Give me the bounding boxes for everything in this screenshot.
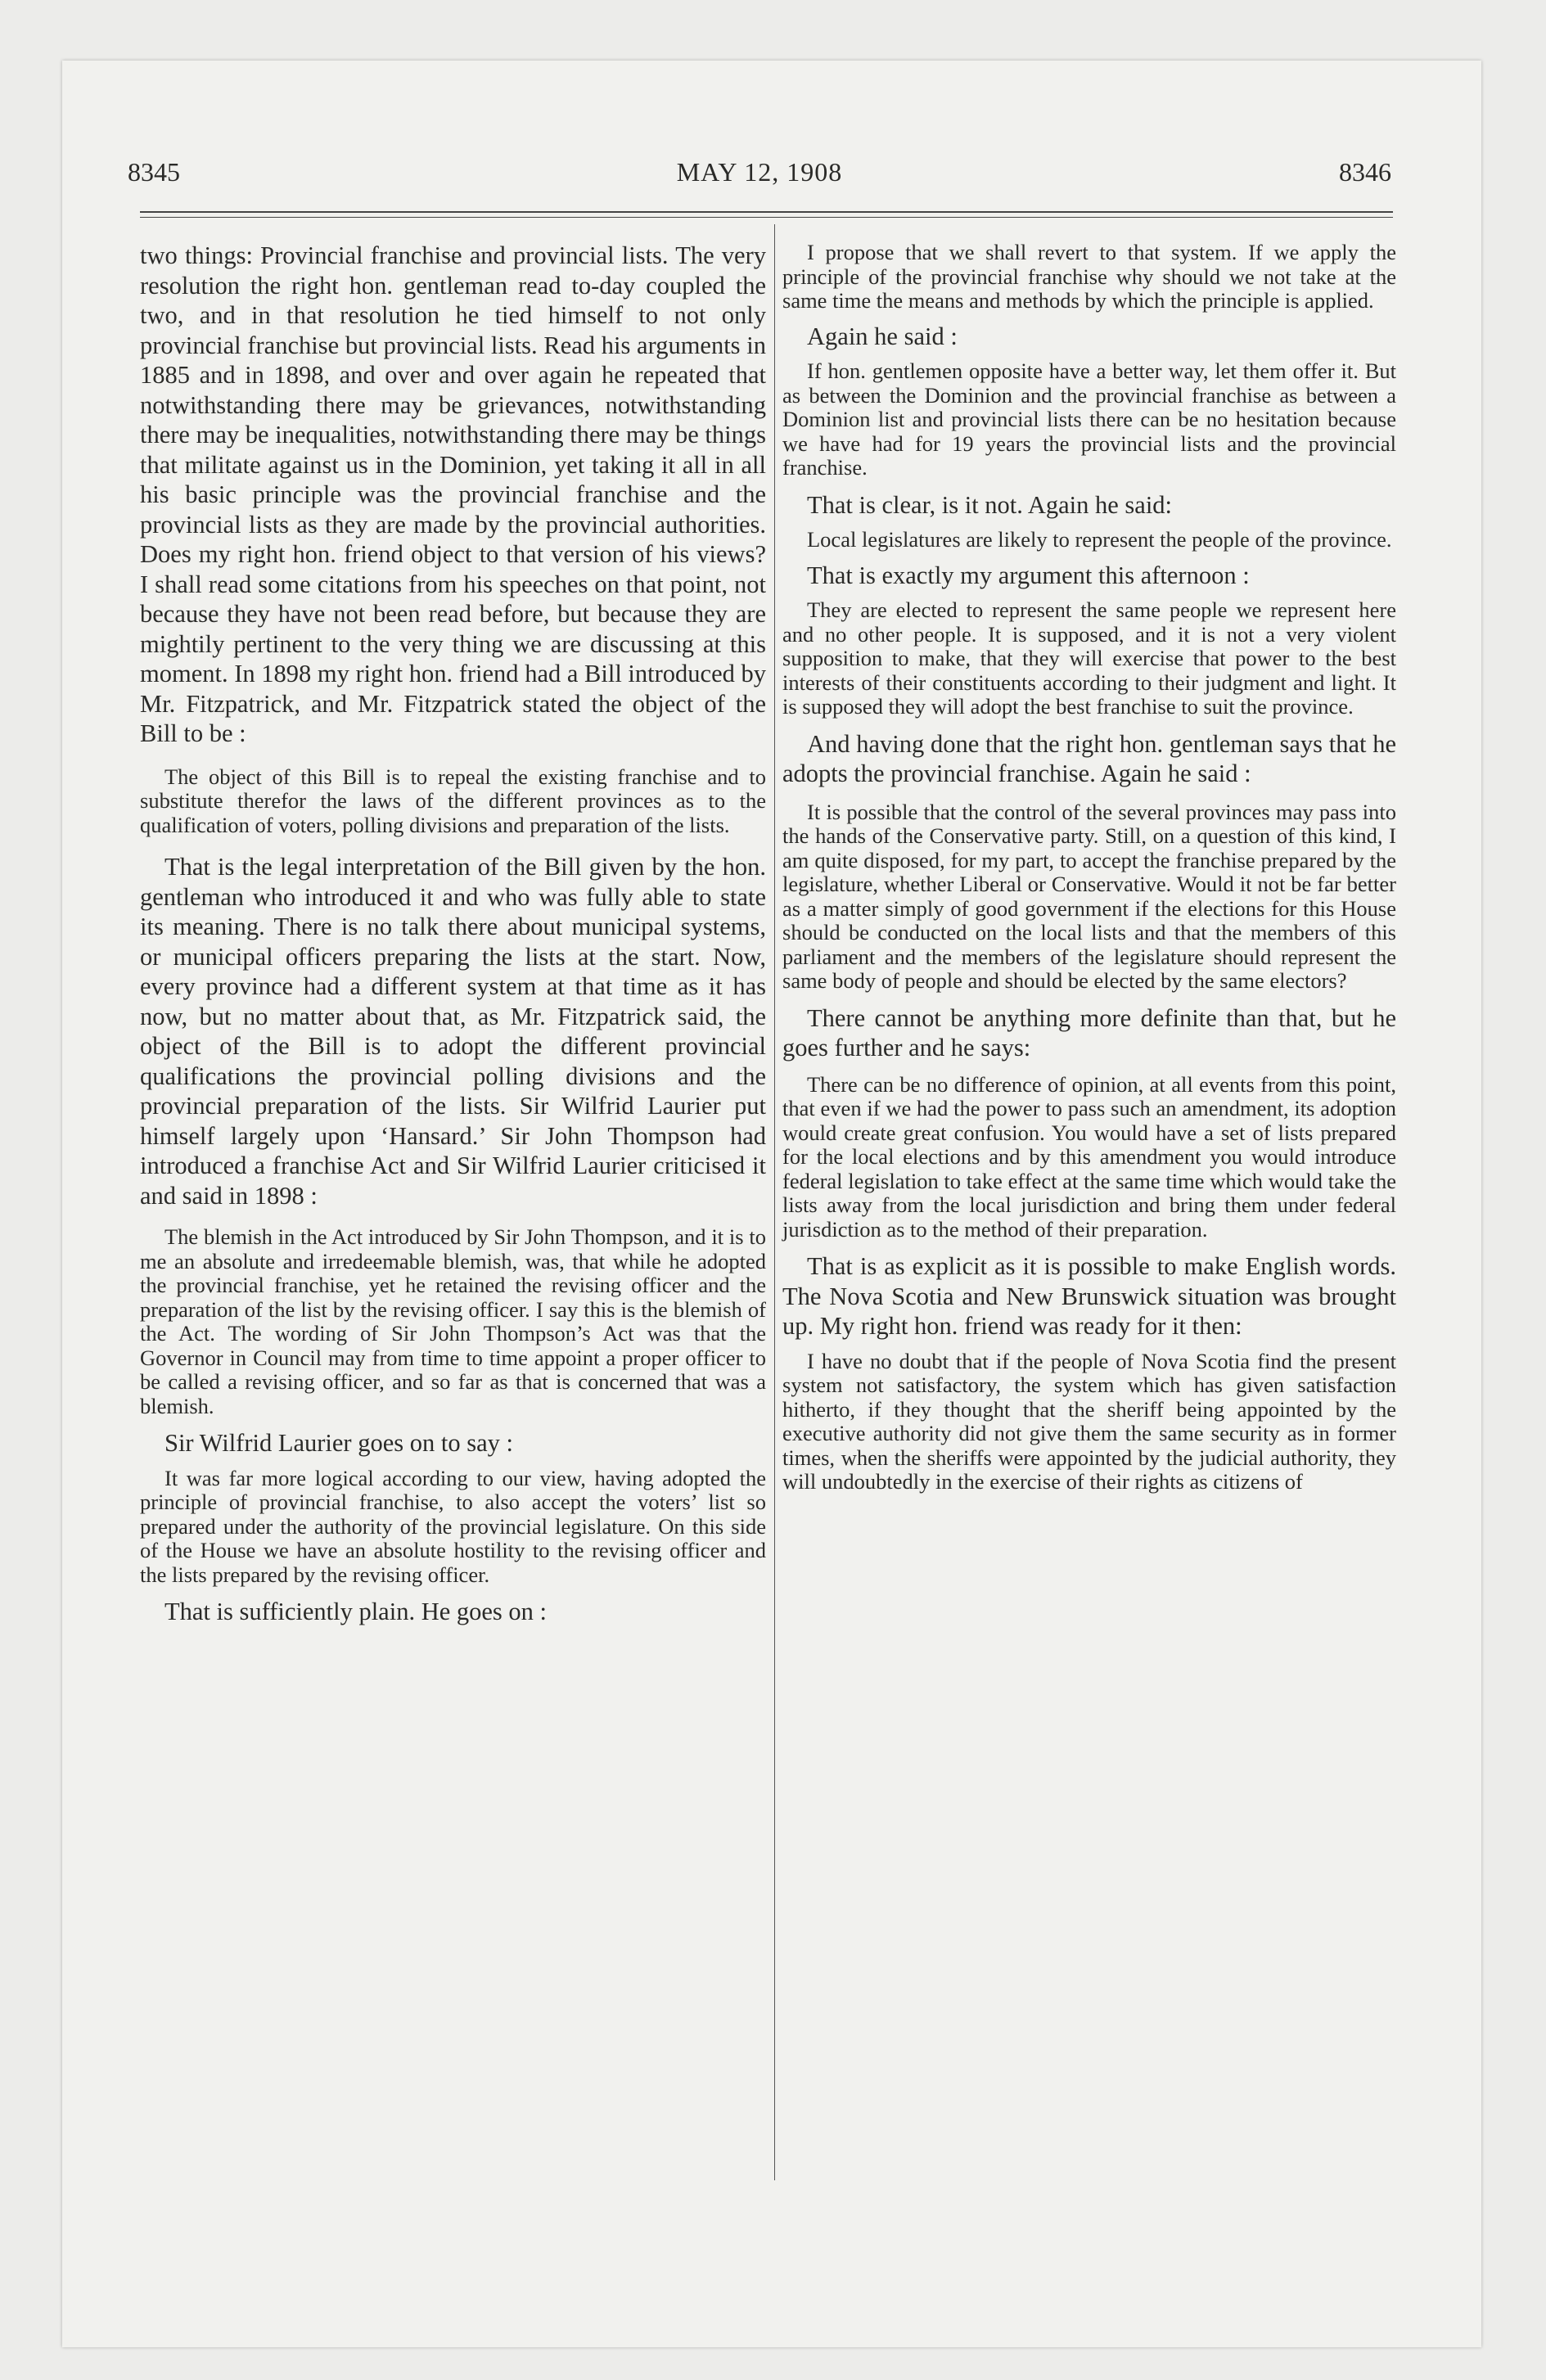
page-number-right: 8346 [1339, 157, 1391, 187]
paragraph: two things: Provincial franchise and provincial lists. The very resolution the right hon. gentleman read to-day coupled the two, and in that resolution he tied himself to not only provincial franchise but provincial lists. Read his arguments in 1885 and in 1898, and over and over again he repeated that notwithstanding there may be grievances, notwithstanding there may be inequalities, notwithstanding there may be things that militate against us in the Dominion, yet taking it all in all his basic principle was the provincial franchise and the provincial lists as they are made by the provincial authorities. Does my right hon. friend object to that version of his views? I shall read some citations from his speeches on that point, not because they have not been read before, but because they are mightily pertinent to the very thing we are discussing at this moment. In 1898 my right hon. friend had a Bill introduced by Mr. Fitzpatrick, and Mr. Fitzpatrick stated the object of the Bill to be : [140, 241, 766, 747]
quotation: There can be no difference of opinion, at all events from this point, that even if we had the power to pass such an amendment, its adoption would create great confusion. You would have a set of lists prepared for the local elections and by this amendment you would introduce federal legislation to take effect at the same time which would take the lists away from the local jurisdiction and bring them under federal jurisdiction as to the method of their preparation. [782, 1071, 1396, 1242]
column-divider [774, 224, 775, 2180]
left-column [140, 241, 766, 1627]
paragraph: That is exactly my argument this afternoon : [807, 561, 1250, 589]
quotation: I have no doubt that if the people of Nova Scotia find the present system not satisfactory, the system which has given satisfaction hitherto, if they thought that the sheriff being appointed by the executive authority did not give them the same security as in former times, when the sheriffs were appointed by the judicial authority, they will undoubtedly in the exercise of their rights as citizens of [782, 1348, 1396, 1494]
paragraph: There cannot be anything more definite than that, but he goes further and he says: [782, 1003, 1396, 1062]
header-rule [140, 211, 1393, 213]
paragraph: That is clear, is it not. Again he said: [807, 490, 1173, 519]
quotation: The blemish in the Act introduced by Sir John Thompson, and it is to me an absolute and irredeemable blemish, was, that while he adopted the provincial franchise, yet he retained the revising officer and the preparation of the list by the revising officer. I say this is the blemish of the Act. The wording of Sir John Thompson’s Act was that the Governor in Council may from time to time appoint a proper officer to be called a revising officer, and so far as that is concerned that was a blemish. [140, 1224, 766, 1418]
quotation: It is possible that the control of the several provinces may pass into the hands of the Conservative party. Still, on a question of this kind, I am quite disposed, for my part, to accept the franchise prepared by the legislature, whether Liberal or Conservative. Would it not be far better as a matter simply of good government if the elections for this House should be conducted on the local lists and that the members of this parliament and the members of the legislature should represent the same body of people and should be elected by the same electors? [782, 799, 1396, 993]
page-header [128, 157, 1391, 198]
paragraph: Sir Wilfrid Laurier goes on to say : [165, 1429, 513, 1457]
quotation: If hon. gentlemen opposite have a better way, let them offer it. But as between the Dominion and the provincial franchise as between a Dominion list and provincial lists there can be no hesitation because we have had for 19 years the provincial lists and the provincial franchise. [782, 358, 1396, 480]
document-page [62, 61, 1481, 2347]
paragraph: That is sufficiently plain. He goes on : [165, 1598, 548, 1625]
paragraph: That is the legal interpretation of the Bill given by the hon. gentleman who introduced it and who was fully able to state its meaning. There is no talk there about municipal systems, or municipal officers preparing the lists at the start. Now, every province had a different system at that time as it has now, but no matter about that, as Mr. Fitzpatrick said, the object of the Bill is to adopt the different provincial qualifications the provincial polling divisions and the provincial preparation of the lists. Sir Wilfrid Laurier put himself largely upon ‘Hansard.’ Sir John Thompson had introduced a franchise Act and Sir Wilfrid Laurier criticised it and said in 1898 : [140, 853, 766, 1210]
quotation: It was far more logical according to our view, having adopted the principle of provincial franchise, to also accept the voters’ list so prepared under the authority of the provincial legislature. On this side of the House we have an absolute hostility to the revising officer and the lists prepared by the revising officer. [140, 1465, 766, 1587]
quotation: They are elected to represent the same people we represent here and no other people. It is supposed, and it is not a very violent supposition to make, that they will exercise that power to the best interests of their constituents according to their judgment and light. It is supposed they will adopt the best franchise to suit the province. [782, 597, 1396, 719]
paragraph: That is as explicit as it is possible to make English words. The Nova Scotia and New Brunswick situation was brought up. My right hon. friend was ready for it then: [782, 1252, 1396, 1340]
paragraph: And having done that the right hon. gentleman says that he adopts the provincial franchise. Again he said : [782, 729, 1396, 787]
header-rule-thin [140, 217, 1393, 218]
quotation: Local legislatures are likely to represent the people of the province. [807, 527, 1392, 552]
quotation: I propose that we shall revert to that system. If we apply the principle of the provincial franchise why should we not take at the same time the means and methods by which the principle is applied. [782, 240, 1396, 313]
page-date-title: MAY 12, 1908 [676, 157, 843, 187]
right-column [782, 241, 1396, 1494]
paragraph: Again he said : [807, 322, 958, 350]
page-number-left: 8345 [128, 157, 180, 187]
quotation: The object of this Bill is to repeal the existing franchise and to substitute therefor the laws of the different provinces as to the qualification of voters, polling divisions and preparation of the lists. [140, 764, 766, 837]
